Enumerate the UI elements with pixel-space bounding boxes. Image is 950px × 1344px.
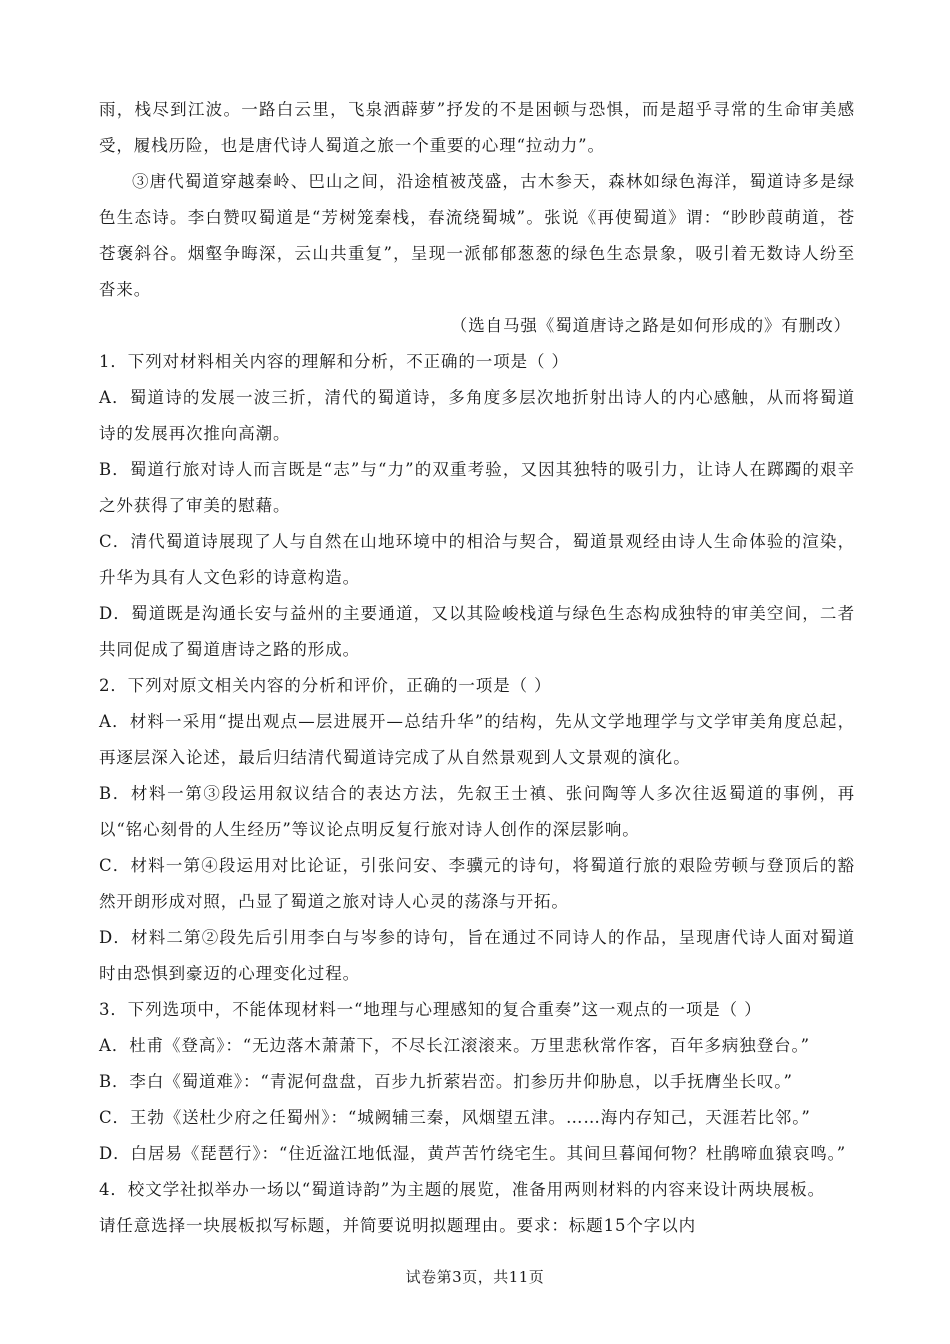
question-option: B．李白《蜀道难》：“青泥何盘盘，百步九折萦岩峦。扪参历井仰胁息，以手抚膺坐长叹。” (99, 1072, 793, 1091)
page-footer: 试卷第3页，共11页 (405, 1268, 545, 1286)
passage-paragraph-3: ③唐代蜀道穿越秦岭、巴山之间，沿途植被茂盛，古木参天，森林如绿色海洋，蜀道诗多是绿色生态诗。李白赞叹蜀道是“芳树笼秦栈，春流绕蜀城”。张说《再使蜀道》谓：“眇眇葭萌道，苍苍褒斜谷。烟壑争晦深，云山共重复”，呈现一派郁郁葱葱的绿色生态景象，吸引着无数诗人纷至沓来。 (99, 172, 855, 299)
question-option: A．杜甫《登高》：“无边落木萧萧下，不尽长江滚滚来。万里悲秋常作客，百年多病独登台。” (99, 1036, 810, 1055)
question-4 (99, 1172, 855, 1244)
question-option: C．王勃《送杜少府之任蜀州》：“城阙辅三秦，风烟望五津。……海内存知己，天涯若比邻。” (99, 1108, 811, 1127)
question-option: D．蜀道既是沟通长安与益州的主要通道，又以其险峻栈道与绿色生态构成独特的审美空间，二者共同促成了蜀道唐诗之路的形成。 (99, 604, 855, 659)
question-option: C．清代蜀道诗展现了人与自然在山地环境中的相洽与契合，蜀道景观经由诗人生命体验的渲染，升华为具有人文色彩的诗意构造。 (99, 532, 855, 587)
question-stem: 1．下列对材料相关内容的理解和分析，不正确的一项是（ ） (99, 352, 569, 371)
question-option: A．蜀道诗的发展一波三折，清代的蜀道诗，多角度多层次地折射出诗人的内心感触，从而将蜀道诗的发展再次推向高潮。 (99, 388, 855, 443)
question-3 (99, 992, 855, 1172)
passage-paragraph-continued: 雨，栈尽到江波。一路白云里，飞泉洒薜萝”抒发的不是困顿与恐惧，而是超乎寻常的生命审美感受，履栈历险，也是唐代诗人蜀道之旅一个重要的心理“拉动力”。 (99, 100, 855, 155)
question-option: D．白居易《琵琶行》：“住近湓江地低湿，黄芦苦竹绕宅生。其间旦暮闻何物？杜鹃啼血猿哀鸣。” (99, 1144, 847, 1163)
page-content (99, 92, 855, 1244)
question-option: D．材料二第②段先后引用李白与岑参的诗句，旨在通过不同诗人的作品，呈现唐代诗人面对蜀道时由恐惧到豪迈的心理变化过程。 (99, 928, 855, 983)
question-2 (99, 668, 855, 992)
question-option: B．材料一第③段运用叙议结合的表达方法，先叙王士禛、张问陶等人多次往返蜀道的事例，再以“铭心刻骨的人生经历”等议论点明反复行旅对诗人创作的深层影响。 (99, 784, 855, 839)
question-stem: 2．下列对原文相关内容的分析和评价，正确的一项是（ ） (99, 676, 552, 695)
question-stem: 4．校文学社拟举办一场以“蜀道诗韵”为主题的展览，准备用两则材料的内容来设计两块展板。 (99, 1180, 826, 1199)
question-1 (99, 344, 855, 668)
question-stem: 3．下列选项中，不能体现材料一“地理与心理感知的复合重奏”这一观点的一项是（ ） (99, 1000, 762, 1019)
passage-source: （选自马强《蜀道唐诗之路是如何形成的》有删改） (450, 316, 851, 335)
question-option: C．材料一第④段运用对比论证，引张问安、李骥元的诗句，将蜀道行旅的艰险劳顿与登顶后的豁然开朗形成对照，凸显了蜀道之旅对诗人心灵的荡涤与开拓。 (99, 856, 855, 911)
question-option: A．材料一采用“提出观点—层进展开—总结升华”的结构，先从文学地理学与文学审美角度总起，再逐层深入论述，最后归结清代蜀道诗完成了从自然景观到人文景观的演化。 (99, 712, 855, 767)
question-instruction: 请任意选择一块展板拟写标题，并简要说明拟题理由。要求：标题15个字以内 (99, 1216, 696, 1235)
question-option: B．蜀道行旅对诗人而言既是“志”与“力”的双重考验，又因其独特的吸引力，让诗人在踯躅的艰辛之外获得了审美的慰藉。 (99, 460, 855, 515)
